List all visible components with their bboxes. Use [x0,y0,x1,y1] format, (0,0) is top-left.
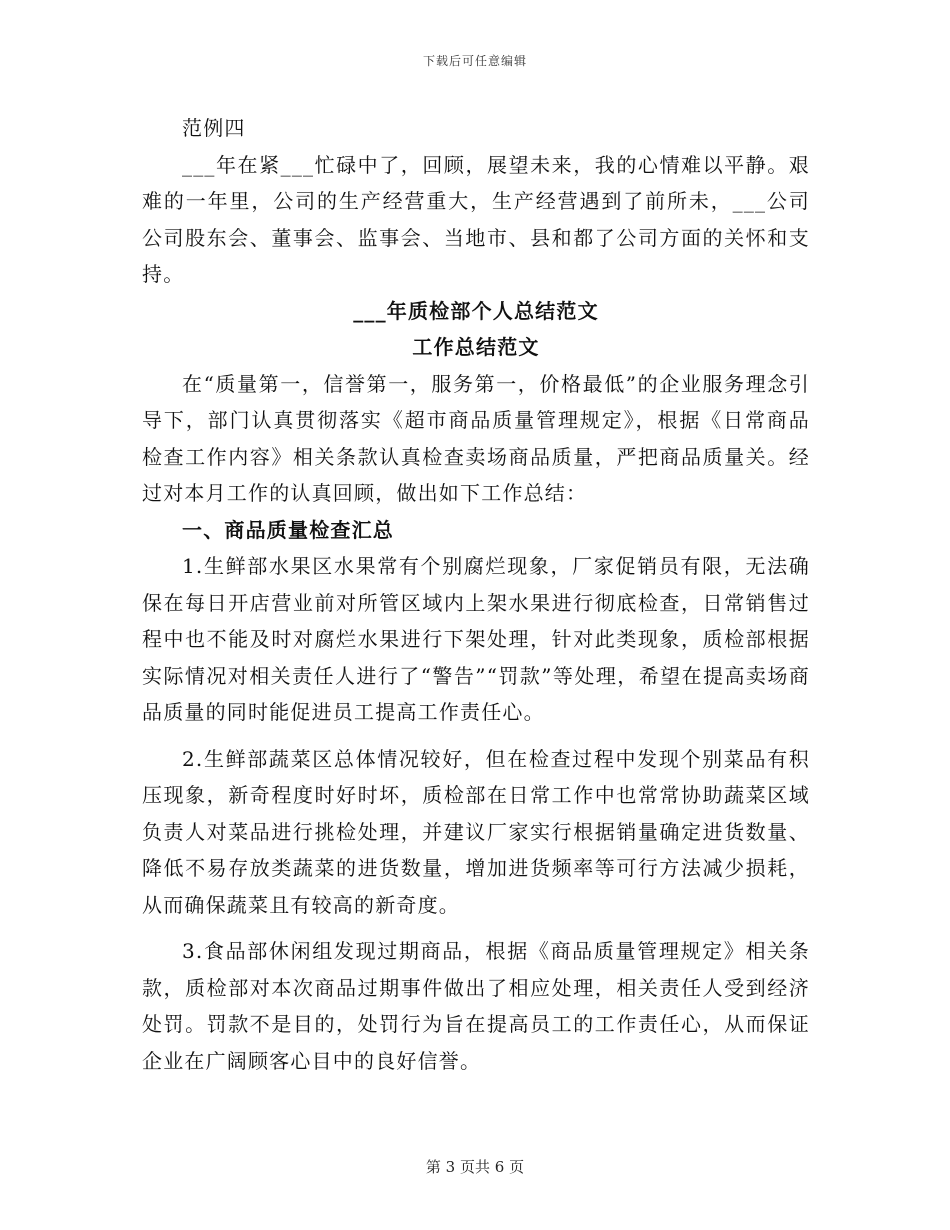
intro-paragraph: ___年在紧___忙碌中了，回顾，展望未来，我的心情难以平静。艰难的一年里，公司的生产经营重大，生产经营遇到了前所未，___公司公司股东会、董事会、监事会、当地市、县和都了公司方面的关怀和支持。 [142,152,810,286]
document-subtitle: 工作总结范文 [412,335,540,359]
document-body [142,110,810,1079]
section-heading: 一、商品质量检查汇总 [182,517,394,542]
list-item: 3.食品部休闲组发现过期商品，根据《商品质量管理规定》相关条款，质检部对本次商品过期事件做出了相应处理，相关责任人受到经济处罚。罚款不是目的，处罚行为旨在提高员工的工作责任心，从而保证企业在广阔顾客心目中的良好信誉。 [142,939,810,1073]
page-header-note: 下载后可任意编辑 [422,54,527,68]
opening-paragraph: 在“质量第一，信誉第一，服务第一，价格最低”的企业服务理念引导下，部门认真贯彻落实《超市商品质量管理规定》，根据《日常商品检查工作内容》相关条款认真检查卖场商品质量，严把商品质量关。经过对本月工作的认真回顾，做出如下工作总结： [142,371,810,505]
page-footer: 第 3 页共 6 页 [425,1158,525,1176]
list-item: 1.生鲜部水果区水果常有个别腐烂现象，厂家促销员有限，无法确保在每日开店营业前对所管区域内上架水果进行彻底检查，日常销售过程中也不能及时对腐烂水果进行下架处理，针对此类现象，质检部根据实际情况对相关责任人进行了“警告”“罚款”等处理，希望在提高卖场商品质量的同时能促进员工提高工作责任心。 [142,554,810,724]
list-item: 2.生鲜部蔬菜区总体情况较好，但在检查过程中发现个别菜品有积压现象，新奇程度时好时坏，质检部在日常工作中也常常协助蔬菜区域负责人对菜品进行挑检处理，并建议厂家实行根据销量确定进货数量、降低不易存放类蔬菜的进货数量，增加进货频率等可行方法减少损耗，从而确保蔬菜且有较高的新奇度。 [142,746,810,917]
document-title: ___年质检部个人总结范文 [353,298,599,323]
example-label: 范例四 [182,116,246,140]
